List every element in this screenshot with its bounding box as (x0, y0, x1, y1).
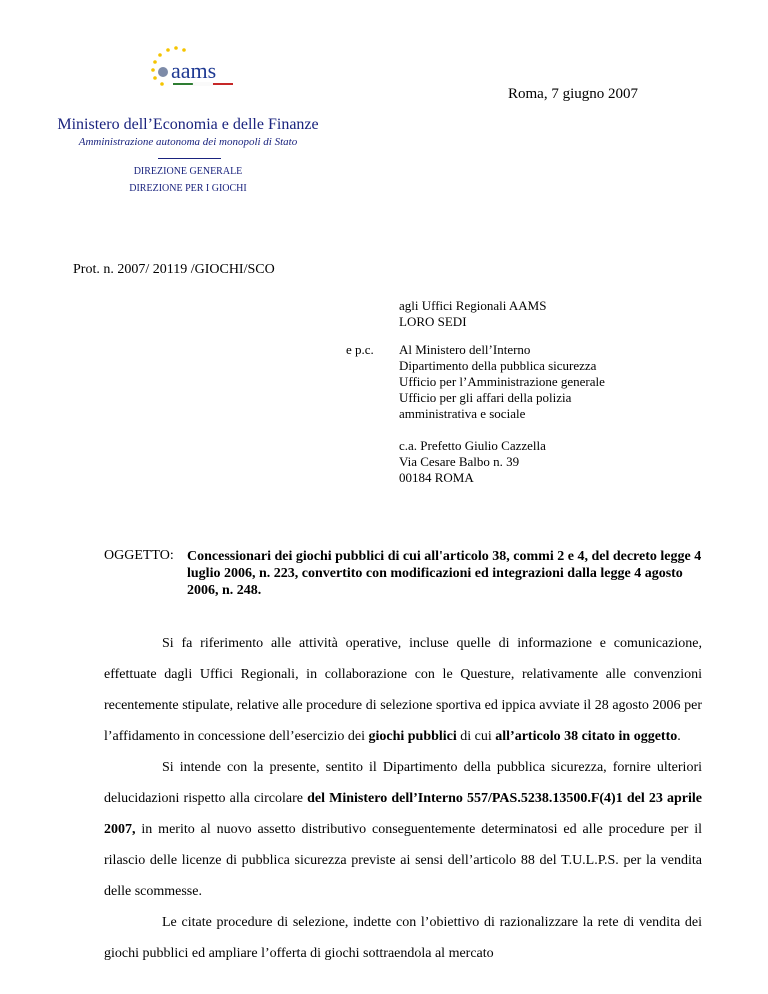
body-text-run: Le citate procedure di selezione, indette con l’obiettivo di razionalizzare la rete di vendita dei giochi pubblici ed ampliare l’offerta di giochi sottraendola al mercato (104, 915, 702, 961)
body-text-run: . (677, 729, 681, 744)
subject-label: OGGETTO: (104, 548, 174, 563)
body-paragraph (104, 907, 702, 969)
body-text-run: Si intende con la presente, sentito il Dipartimento della pubblica sicurezza, fornire ulteriori delucidazioni rispetto alla circolare (104, 760, 702, 806)
agency-name: Amministrazione autonoma dei monopoli di Stato (78, 136, 298, 148)
body-text-run: di cui (456, 729, 496, 744)
body-text-run: Si fa riferimento alle attività operative, incluse quelle di informazione e comunicazione, effettuate dagli Uffici Regionali, in collaborazione con le Questure, relativamente alle convenzioni recentemente stipulate, relative alle procedure di selezione sportiva ed ippica avviate il 28 agosto 2006 per l’affidamento in concessione dell’esercizio dei (104, 636, 702, 744)
cc-line: Ufficio per gli affari della polizia (399, 390, 572, 405)
direction-games: DIREZIONE PER I GIOCHI (129, 183, 247, 194)
body-bold-run: giochi pubblici (368, 729, 457, 744)
protocol-number: Prot. n. 2007/ 20119 /GIOCHI/SCO (73, 262, 275, 277)
recipient-line: agli Uffici Regionali AAMS (399, 298, 547, 313)
cc-line: Ufficio per l’Amministrazione generale (399, 374, 605, 389)
cc-label: e p.c. (346, 342, 374, 357)
letter-date: Roma, 7 giugno 2007 (508, 86, 638, 102)
attention-line: 00184 ROMA (399, 470, 474, 485)
logo-text: aams (171, 58, 217, 83)
ministry-name: Ministero dell’Economia e delle Finanze (57, 116, 319, 133)
cc-line: Dipartimento della pubblica sicurezza (399, 358, 597, 373)
subject-text: Concessionari dei giochi pubblici di cui all'articolo 38, commi 2 e 4, del decreto legge 4 luglio 2006, n. 223, convertito con modificazioni ed integrazioni dalla legge 4 agosto 2006, n. 248. (187, 549, 702, 598)
recipient-block (399, 298, 546, 330)
cc-line: Al Ministero dell’Interno (399, 342, 531, 357)
recipient-line: LORO SEDI (399, 314, 467, 329)
cc-block (399, 342, 605, 422)
aams-logo (138, 44, 238, 96)
body-paragraph (104, 628, 702, 752)
attention-line: Via Cesare Balbo n. 39 (399, 454, 520, 469)
body-bold-run: del Ministero dell’Interno 557/PAS.5238.13500.F(4)1 del 23 aprile 2007, (104, 791, 702, 837)
globe-icon (158, 67, 168, 77)
letter-body (104, 628, 702, 969)
direction-general: DIREZIONE GENERALE (133, 166, 243, 177)
cc-line: amministrativa e sociale (399, 406, 526, 421)
body-paragraph (104, 752, 702, 907)
body-bold-run: all’articolo 38 citato in oggetto (495, 729, 678, 744)
attention-block (399, 438, 546, 486)
header-divider (158, 158, 221, 159)
attention-line: c.a. Prefetto Giulio Cazzella (399, 438, 546, 453)
body-text-run: in merito al nuovo assetto distributivo conseguentemente determinatosi ed alle procedure per il rilascio delle licenze di pubblica sicurezza previste ai sensi dell’articolo 88 del T.U.L.P.S. per la vendita delle scommesse. (104, 822, 702, 899)
